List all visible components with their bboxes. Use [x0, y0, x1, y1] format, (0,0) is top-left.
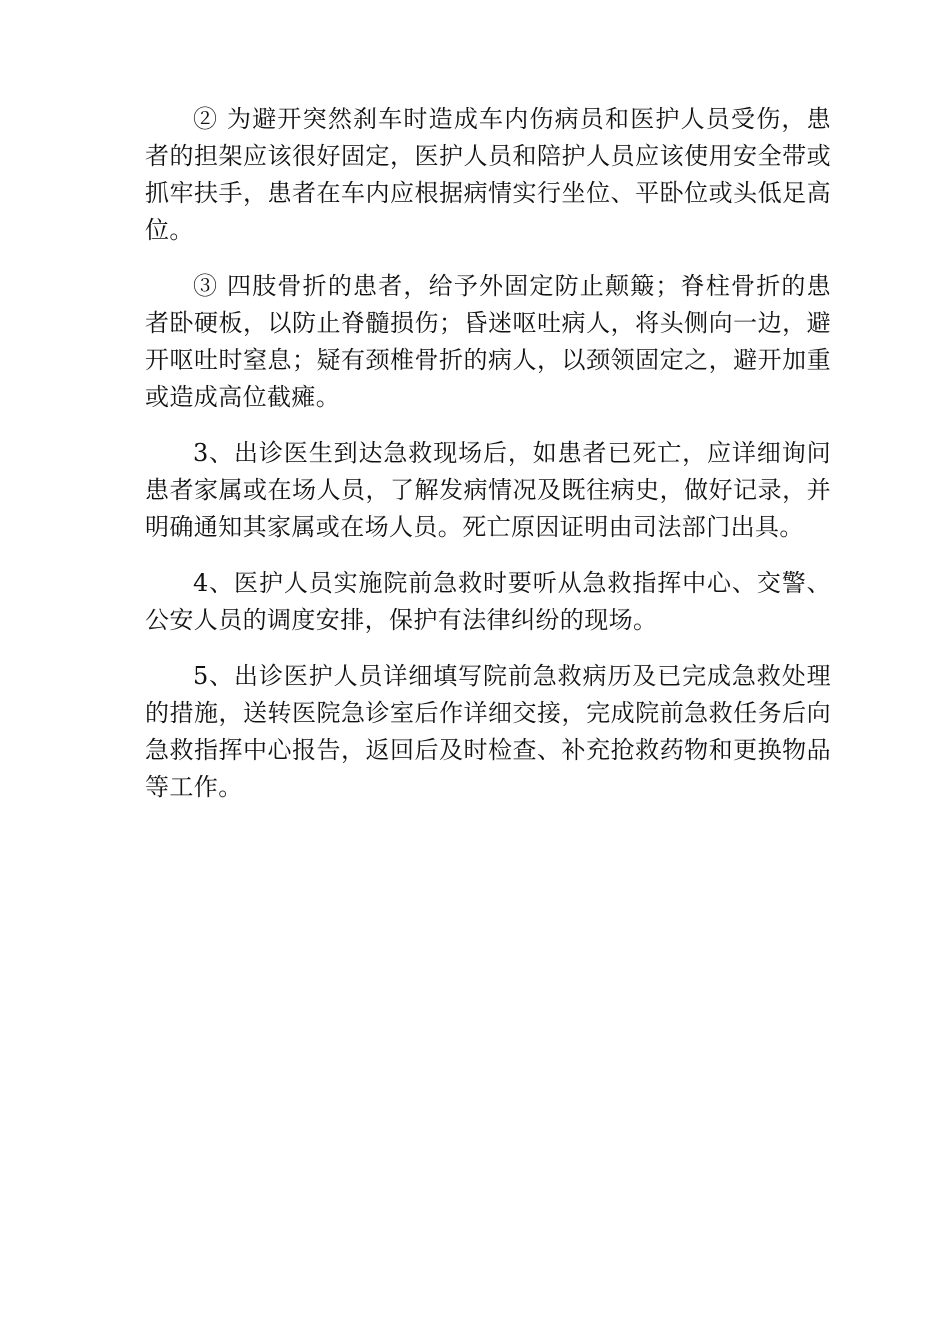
paragraph-transport-fixation: ② 为避开突然刹车时造成车内伤病员和医护人员受伤，患者的担架应该很好固定，医护人员和陪护人员应该使用安全带或抓牢扶手，患者在车内应根据病情实行坐位、平卧位或头低足高位。 — [145, 105, 831, 244]
paragraph-records-handover: 5、出诊医护人员详细填写院前急救病历及已完成急救处理的措施，送转医院急诊室后作详细交接，完成院前急救任务后向急救指挥中心报告，返回后及时检查、补充抢救药物和更换物品等工作。 — [145, 662, 831, 801]
paragraph-dispatch-compliance: 4、医护人员实施院前急救时要听从急救指挥中心、交警、公安人员的调度安排，保护有法律纠纷的现场。 — [145, 569, 831, 634]
document-body — [145, 101, 831, 825]
paragraph-death-at-scene: 3、出诊医生到达急救现场后，如患者已死亡，应详细询问患者家属或在场人员，了解发病情况及既往病史，做好记录，并明确通知其家属或在场人员。死亡原因证明由司法部门出具。 — [145, 439, 831, 541]
paragraph-fracture-handling: ③ 四肢骨折的患者，给予外固定防止颠簸；脊柱骨折的患者卧硬板，以防止脊髓损伤；昏迷呕吐病人，将头侧向一边，避开呕吐时窒息；疑有颈椎骨折的病人，以颈领固定之，避开加重或造成高位截瘫。 — [145, 272, 831, 411]
